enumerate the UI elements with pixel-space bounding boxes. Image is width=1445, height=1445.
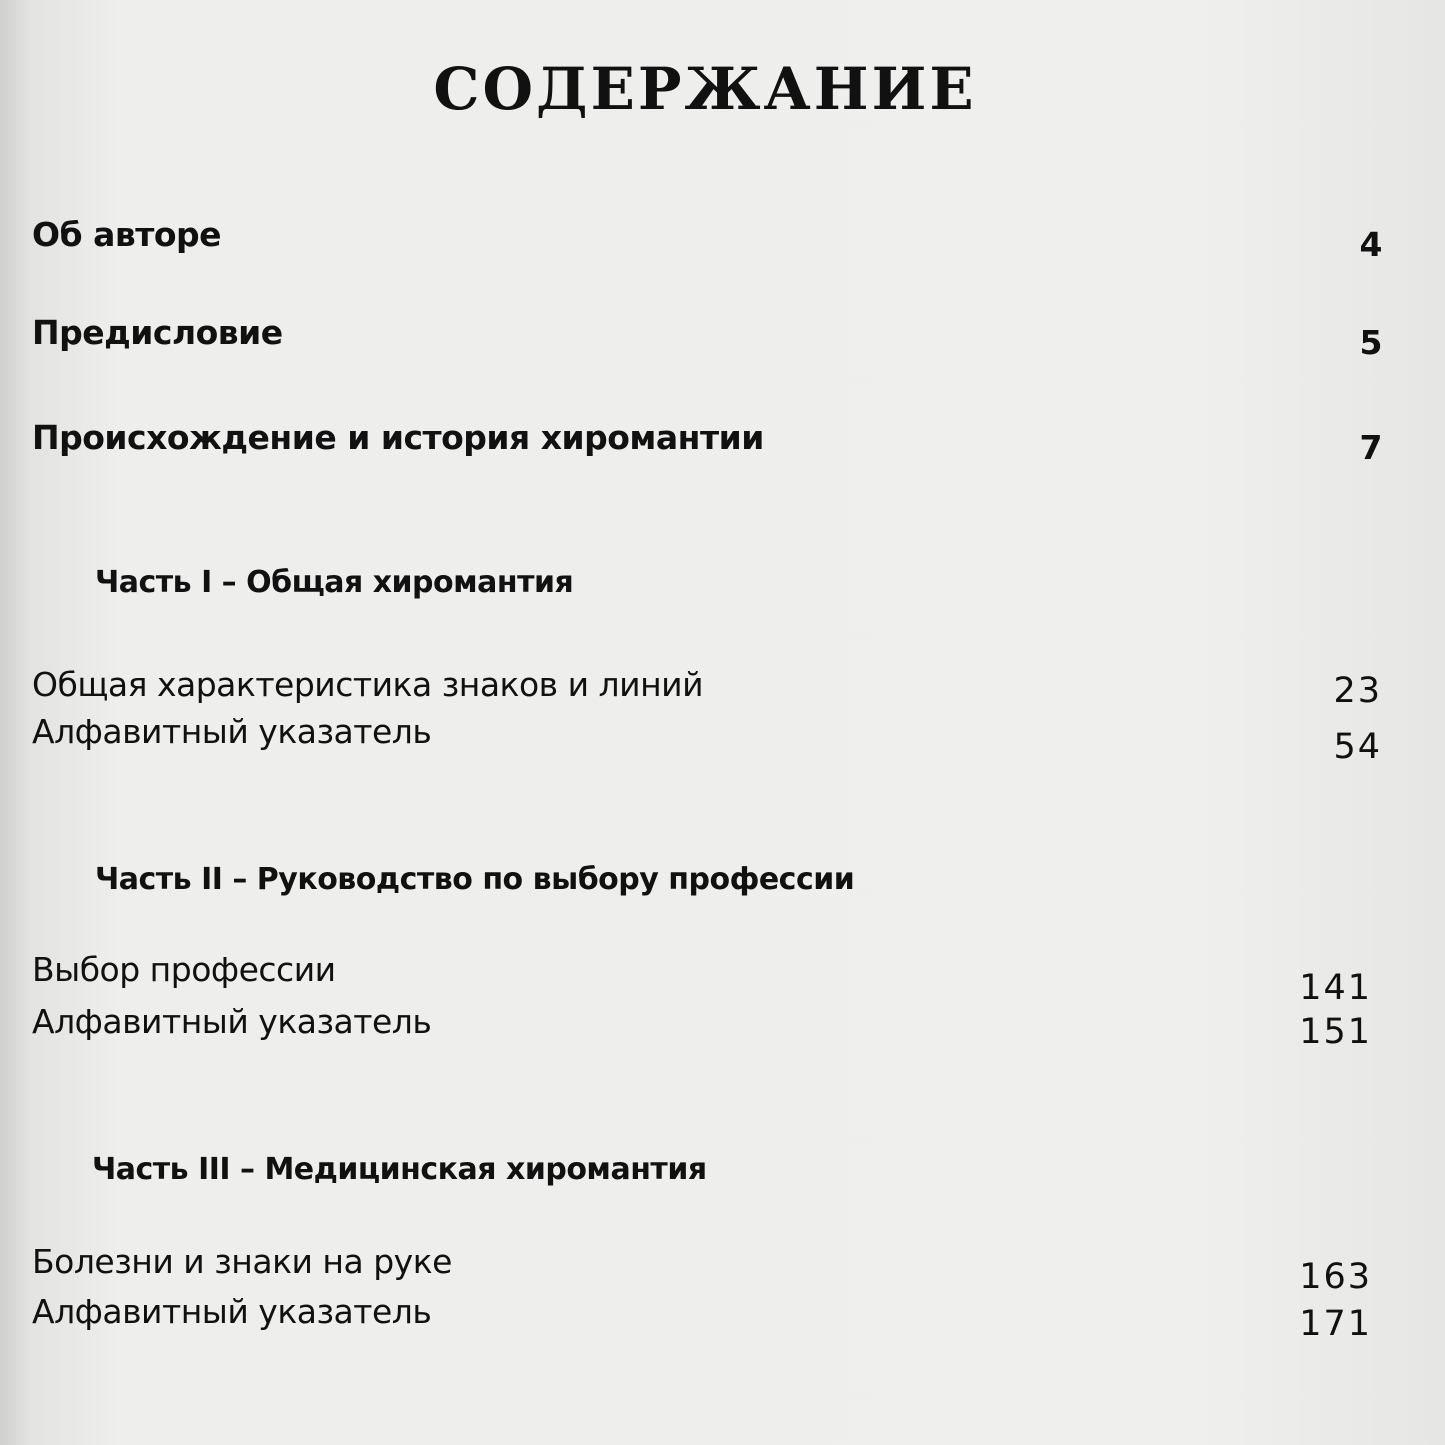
toc-entry-preface	[32, 313, 1382, 363]
toc-entry-label: Болезни и знаки на руке	[32, 1242, 452, 1281]
part-heading-1: Часть I – Общая хиромантия	[95, 565, 574, 600]
toc-entry-page: 54	[1333, 727, 1382, 767]
toc-entry-label: Алфавитный указатель	[32, 712, 432, 751]
toc-entry	[32, 1002, 1382, 1052]
toc-entry-label: Происхождение и история хиромантии	[32, 418, 764, 457]
toc-entry-label: Об авторе	[32, 215, 222, 254]
toc-entry-label: Предисловие	[32, 313, 283, 352]
toc-entry-history	[32, 418, 1382, 468]
toc-entry	[32, 1242, 1382, 1297]
toc-entry-page: 23	[1333, 671, 1382, 711]
toc-entry-label: Алфавитный указатель	[32, 1292, 432, 1331]
toc-entry-page: 171	[1299, 1304, 1372, 1344]
toc-entry-about-author	[32, 215, 1382, 265]
toc-entry	[32, 712, 1382, 767]
part-heading-2: Часть II – Руководство по выбору профессии	[95, 862, 855, 897]
part-heading-3: Часть III – Медицинская хиромантия	[92, 1152, 707, 1187]
toc-entry-label: Общая характеристика знаков и линий	[32, 665, 704, 704]
toc-entry	[32, 950, 1382, 1008]
toc-entry-label: Алфавитный указатель	[32, 1002, 432, 1041]
toc-entry-page: 141	[1299, 968, 1372, 1008]
toc-entry-page: 151	[1299, 1012, 1372, 1052]
page-title: СОДЕРЖАНИЕ	[433, 55, 977, 123]
toc-entry	[32, 1292, 1382, 1342]
toc-entry-page: 4	[1359, 225, 1382, 264]
toc-entry-page: 5	[1359, 323, 1382, 362]
toc-entry-page: 163	[1299, 1257, 1372, 1297]
toc-entry-label: Выбор профессии	[32, 950, 336, 989]
toc-entry	[32, 665, 1382, 715]
toc-entry-page: 7	[1359, 428, 1382, 467]
